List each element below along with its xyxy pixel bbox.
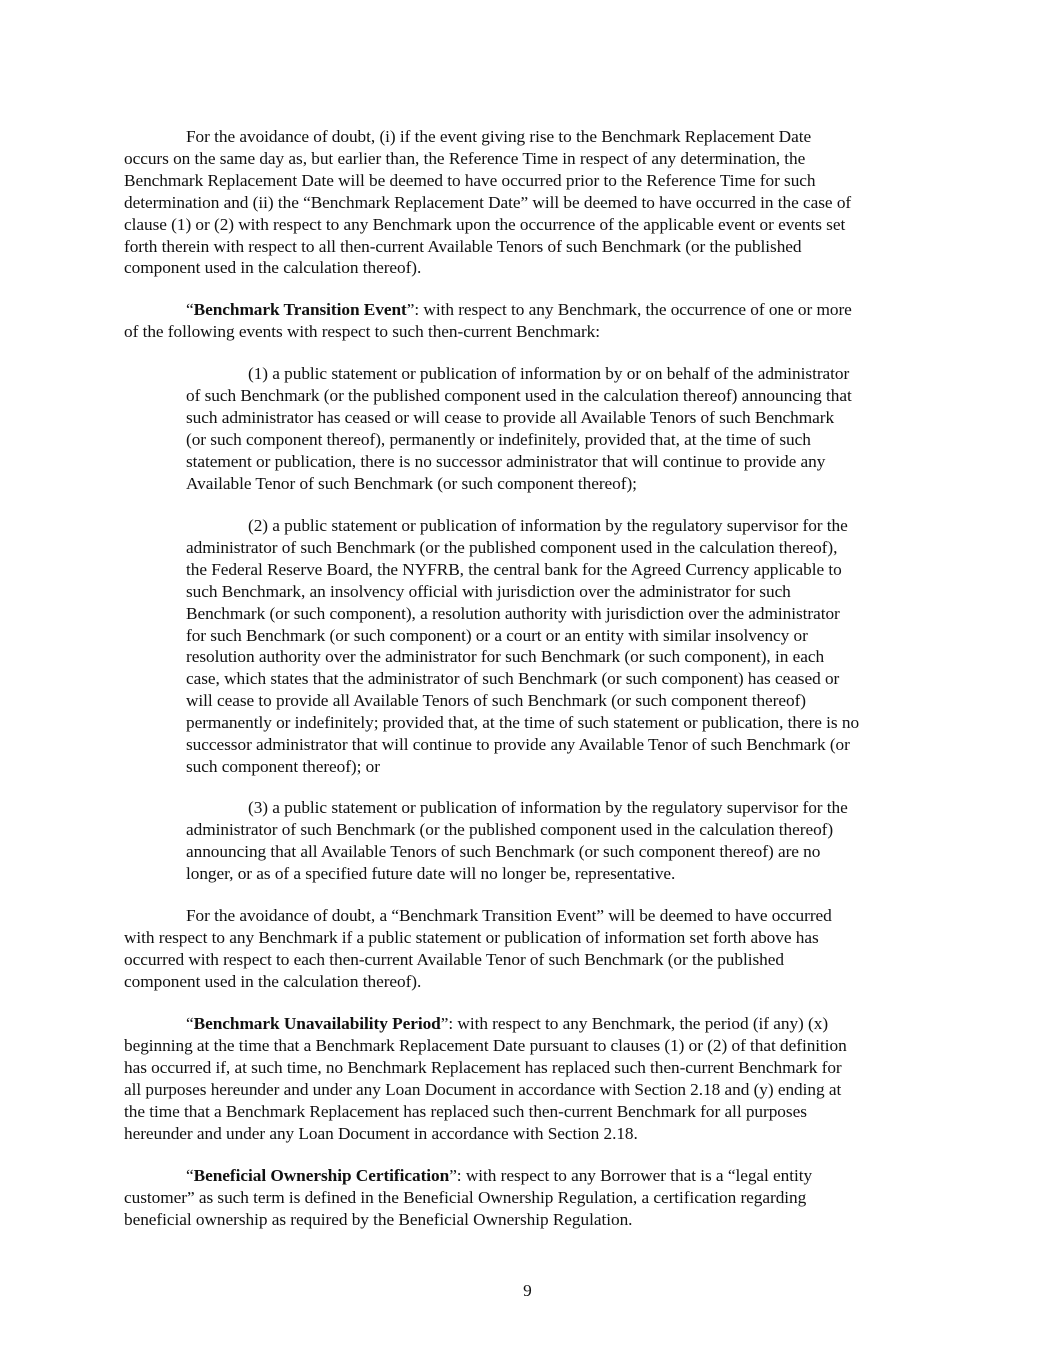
- paragraph-avoidance-doubt-transition-event: [124, 905, 832, 993]
- open-quote: “: [186, 300, 194, 319]
- text-line: will cease to provide all Available Tenors of such Benchmark (or such component thereof): [186, 691, 806, 711]
- clause-3: [186, 797, 848, 885]
- definition-benchmark-unavailability-period: [124, 1013, 847, 1144]
- page-number: 9: [523, 1281, 532, 1300]
- text-line: all purposes hereunder and under any Loan Document in accordance with Section 2.18 and (y) ending at: [124, 1079, 842, 1099]
- text-line: statement or publication, there is no successor administrator that will continue to provide any: [186, 451, 826, 471]
- text-line: [124, 1013, 847, 1035]
- defined-term: Beneficial Ownership Certification: [193, 1166, 450, 1185]
- defined-term: Benchmark Unavailability Period: [193, 1014, 441, 1033]
- text-line: the Federal Reserve Board, the NYFRB, the central bank for the Agreed Currency applicable to: [186, 559, 842, 579]
- text-line: with respect to any Benchmark if a public statement or publication of information set forth above has: [124, 927, 819, 947]
- text-line: clause (1) or (2) with respect to any Benchmark upon the occurrence of the applicable event or events set: [124, 214, 846, 234]
- text-line: (2) a public statement or publication of information by the regulatory supervisor for the: [248, 516, 848, 535]
- text-line: the time that a Benchmark Replacement has replaced such then-current Benchmark for all purposes: [124, 1101, 807, 1121]
- text-line: administrator of such Benchmark (or the published component used in the calculation thereof): [186, 819, 834, 839]
- paragraph-avoidance-doubt-replacement-date: [124, 126, 851, 279]
- clause-1: [186, 363, 852, 494]
- text-line: Benchmark Replacement Date will be deemed to have occurred prior to the Reference Time for such: [124, 170, 816, 190]
- text-line: case, which states that the administrator of such Benchmark (or such component) has ceased or: [186, 669, 840, 689]
- text-line: successor administrator that will continue to provide any Available Tenor of such Benchmark (or: [186, 735, 850, 755]
- text-line: resolution authority over the administrator for such Benchmark (or such component), in each: [186, 647, 825, 667]
- open-quote: “: [186, 1166, 194, 1185]
- clause-2: [186, 515, 859, 778]
- text-line: component used in the calculation thereof).: [124, 258, 422, 278]
- text-line: administrator of such Benchmark (or the published component used in the calculation thereof),: [186, 537, 838, 557]
- text-line: (or such component thereof), permanently or indefinitely, provided that, at the time of such: [186, 429, 811, 449]
- text-line: beginning at the time that a Benchmark Replacement Date pursuant to clauses (1) or (2) of that definition: [124, 1035, 847, 1055]
- text-line: Available Tenor of such Benchmark (or such component thereof);: [186, 473, 637, 493]
- text-line: component used in the calculation thereof).: [124, 971, 422, 991]
- text-line: such component thereof); or: [186, 756, 380, 776]
- text-line: such Benchmark, an insolvency official with jurisdiction over the administrator for such: [186, 581, 791, 601]
- definition-text: ”: with respect to any Borrower that is a “legal entity: [449, 1166, 813, 1185]
- text-line: [124, 299, 852, 321]
- text-line: forth therein with respect to all then-current Available Tenors of such Benchmark (or the published: [124, 236, 802, 256]
- text-line: permanently or indefinitely; provided that, at the time of such statement or publication, there is no: [186, 713, 860, 733]
- defined-term: Benchmark Transition Event: [193, 300, 407, 319]
- text-line: (1) a public statement or publication of information by or on behalf of the administrator: [248, 364, 850, 383]
- text-line: has occurred if, at such time, no Benchmark Replacement has replaced such then-current Benchmark for: [124, 1057, 842, 1077]
- text-line: [124, 1165, 812, 1187]
- text-line: occurred with respect to each then-current Available Tenor of such Benchmark (or the published: [124, 949, 784, 969]
- text-line: (3) a public statement or publication of information by the regulatory supervisor for the: [248, 798, 848, 817]
- text-line: determination and (ii) the “Benchmark Replacement Date” will be deemed to have occurred in the case of: [124, 192, 852, 212]
- text-line: occurs on the same day as, but earlier than, the Reference Time in respect of any determination, the: [124, 148, 806, 168]
- open-quote: “: [186, 1014, 194, 1033]
- definition-beneficial-ownership-certification: [124, 1165, 812, 1231]
- text-line: For the avoidance of doubt, a “Benchmark Transition Event” will be deemed to have occurred: [186, 906, 832, 925]
- text-line: of the following events with respect to such then-current Benchmark:: [124, 321, 601, 341]
- text-line: For the avoidance of doubt, (i) if the event giving rise to the Benchmark Replacement Date: [186, 127, 812, 146]
- text-line: longer, or as of a specified future date will no longer be, representative.: [186, 863, 676, 883]
- definition-text: ”: with respect to any Benchmark, the period (if any) (x): [440, 1014, 829, 1033]
- text-line: announcing that all Available Tenors of such Benchmark (or such component thereof) are no: [186, 841, 821, 861]
- text-line: for such Benchmark (or such component) or a court or an entity with similar insolvency or: [186, 625, 808, 645]
- definition-benchmark-transition-event: [124, 299, 852, 343]
- text-line: hereunder and under any Loan Document in accordance with Section 2.18.: [124, 1123, 638, 1143]
- definition-text: ”: with respect to any Benchmark, the occurrence of one or more: [406, 300, 852, 319]
- text-line: of such Benchmark (or the published component used in the calculation thereof) announcing that: [186, 385, 852, 405]
- text-line: such administrator has ceased or will cease to provide all Available Tenors of such Benchmark: [186, 407, 835, 427]
- text-line: beneficial ownership as required by the Beneficial Ownership Regulation.: [124, 1209, 633, 1229]
- text-line: customer” as such term is defined in the Beneficial Ownership Regulation, a certification regarding: [124, 1187, 807, 1207]
- text-line: Benchmark (or such component), a resolution authority with jurisdiction over the administrator: [186, 603, 840, 623]
